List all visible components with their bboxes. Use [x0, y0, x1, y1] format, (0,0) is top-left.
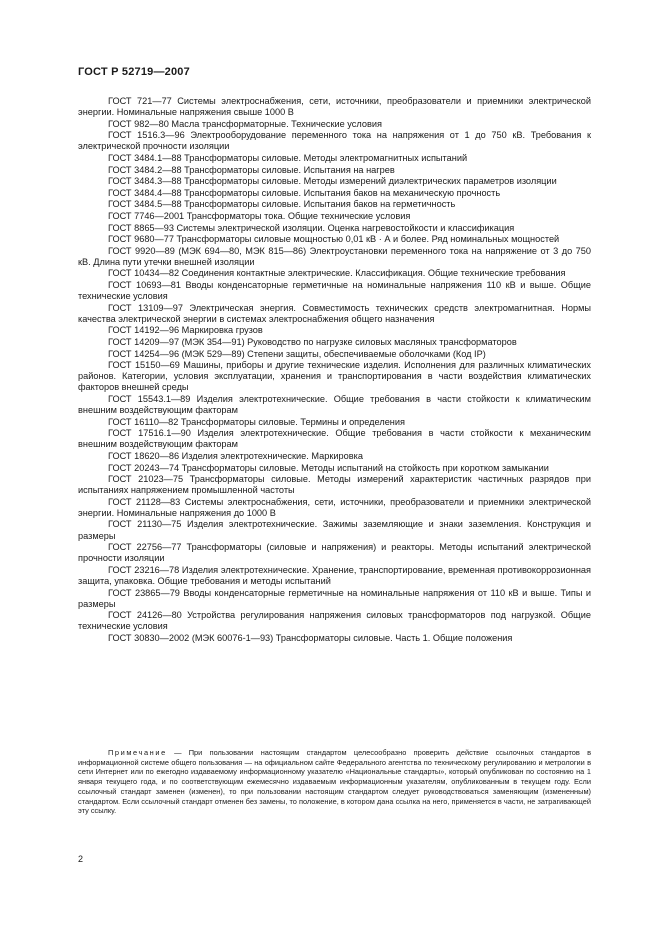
reference-item: ГОСТ 22756—77 Трансформаторы (силовые и напряжения) и реакторы. Методы испытаний электрической прочности изоляции — [78, 542, 591, 564]
reference-item: ГОСТ 20243—74 Трансформаторы силовые. Методы испытаний на стойкость при коротком замыкании — [108, 462, 549, 473]
reference-item: ГОСТ 982—80 Масла трансформаторные. Технические условия — [108, 118, 382, 129]
note-label: Примечание — [108, 748, 167, 757]
reference-item: ГОСТ 14209—97 (МЭК 354—91) Руководство по нагрузке силовых масляных трансформаторов — [108, 336, 517, 347]
reference-item: ГОСТ 3484.2—88 Трансформаторы силовые. Испытания на нагрев — [108, 164, 395, 175]
reference-item: ГОСТ 15543.1—89 Изделия электротехнические. Общие требования в части стойкости к климатическим внешним воздействующим факторам — [78, 393, 591, 416]
reference-item: ГОСТ 13109—97 Электрическая энергия. Совместимость технических средств электромагнитная. Нормы качества электрической энергии в системах электроснабжения общего назначения — [78, 302, 591, 324]
reference-item: ГОСТ 15150—69 Машины, приборы и другие технические изделия. Исполнения для различных климатических районов. Категории, условия эксплуатации, хранения и транспортирования в части воздействия климатических факторов внешней среды — [78, 360, 591, 393]
normative-references-list — [78, 96, 591, 645]
reference-item: ГОСТ 14254—96 (МЭК 529—89) Степени защиты, обеспечиваемые оболочками (Код IP) — [108, 348, 486, 359]
reference-item: ГОСТ 3484.1—88 Трансформаторы силовые. Методы электромагнитных испытаний — [108, 152, 468, 163]
reference-item: ГОСТ 21023—75 Трансформаторы силовые. Методы измерений характеристик частичных разрядов при испытаниях напряжением промышленной частоты — [78, 474, 591, 496]
reference-item: ГОСТ 1516.3—96 Электрооборудование переменного тока на напряжения от 1 до 750 кВ. Требования к электрической прочности изоляции — [78, 130, 591, 152]
reference-item: ГОСТ 16110—82 Трансформаторы силовые. Термины и определения — [108, 416, 405, 427]
reference-item: ГОСТ 3484.3—88 Трансформаторы силовые. Методы измерений диэлектрических параметров изоляции — [108, 176, 557, 187]
reference-item: ГОСТ 9920—89 (МЭК 694—80, МЭК 815—86) Электроустановки переменного тока на напряжение от 3 до 750 кВ. Длина пути утечки внешней изоляции — [78, 245, 591, 267]
reference-item: ГОСТ 23216—78 Изделия электротехнические. Хранение, транспортирование, временная противокоррозионная защита, упаковка. Общие требования и методы испытаний — [78, 564, 591, 586]
reference-item: ГОСТ 30830—2002 (МЭК 60076-1—93) Трансформаторы силовые. Часть 1. Общие положения — [108, 632, 513, 643]
reference-item: ГОСТ 10693—81 Вводы конденсаторные герметичные на номинальные напряжения 110 кВ и выше. Общие технические условия — [78, 280, 591, 302]
reference-item: ГОСТ 721—77 Системы электроснабжения, сети, источники, преобразователи и приемники электрической энергии. Номинальные напряжения свыше 1000 В — [78, 96, 591, 118]
reference-item: ГОСТ 21128—83 Системы электроснабжения, сети, источники, преобразователи и приемники электрической энергии. Номинальные напряжения до 1000 В — [78, 496, 591, 518]
reference-item: ГОСТ 23865—79 Вводы конденсаторные герметичные на номинальные напряжения от 110 кВ и выше. Типы и размеры — [78, 587, 591, 609]
reference-item: ГОСТ 10434—82 Соединения контактные электрические. Классификация. Общие технические требования — [108, 268, 566, 279]
document-header: ГОСТ Р 52719—2007 — [78, 66, 190, 78]
note-block: Примечание — При пользовании настоящим стандартом целесообразно проверить действие ссылочных стандартов в информационной системе общего пользования — на официальном сайте Федерального агентства по техническому регулированию и метрологии в сети Интернет или по ежегодно издаваемому информационному указателю «Национальные стандарты», который опубликован по состоянию на 1 января текущего года, и по соответствующим ежемесячно издаваемым информационным указателям, опубликованным в текущем году. Если ссылочный стандарт заменен (изменен), то при пользовании настоящим стандартом следует руководствоваться заменяющим (измененным) стандартом. Если ссылочный стандарт отменен без замены, то положение, в котором дана ссылка на него, применяется в части, не затрагивающей эту ссылку. — [78, 748, 591, 816]
reference-item: ГОСТ 3484.5—88 Трансформаторы силовые. Испытания баков на герметичность — [108, 199, 456, 210]
reference-item: ГОСТ 18620—86 Изделия электротехнические. Маркировка — [108, 450, 363, 461]
note-text: При пользовании настоящим стандартом целесообразно проверить действие ссылочных стандартов в информационной системе общего пользования — на официальном сайте Федерального агентства по техническому регулированию и метрологии в сети Интернет или по ежегодно издаваемому информационному указателю «Национальные стандарты», который опубликован по состоянию на 1 января текущего года, и по соответствующим ежемесячно издаваемым информационным указателям, опубликованным в текущем году. Если ссылочный стандарт заменен (изменен), то при пользовании настоящим стандартом следует руководствоваться заменяющим (измененным) стандартом. Если ссылочный стандарт отменен без замены, то положение, в котором дана ссылка на него, применяется в части, не затрагивающей эту ссылку. — [78, 748, 591, 816]
reference-item: ГОСТ 8865—93 Системы электрической изоляции. Оценка нагревостойкости и классификация — [108, 222, 515, 233]
reference-item: ГОСТ 17516.1—90 Изделия электротехнические. Общие требования в части стойкости к механическим внешним воздействующим факторам — [78, 428, 591, 450]
reference-item: ГОСТ 21130—75 Изделия электротехнические. Зажимы заземляющие и знаки заземления. Конструкция и размеры — [78, 519, 591, 541]
reference-item: ГОСТ 24126—80 Устройства регулирования напряжения силовых трансформаторов под нагрузкой. Общие технические условия — [78, 610, 591, 632]
reference-item: ГОСТ 3484.4—88 Трансформаторы силовые. Испытания баков на механическую прочность — [108, 187, 501, 198]
reference-item: ГОСТ 7746—2001 Трансформаторы тока. Общие технические условия — [108, 210, 411, 221]
reference-item: ГОСТ 14192—96 Маркировка грузов — [108, 325, 263, 336]
page-number: 2 — [78, 854, 84, 864]
reference-item: ГОСТ 9680—77 Трансформаторы силовые мощностью 0,01 кВ · А и более. Ряд номинальных мощностей — [108, 234, 560, 245]
